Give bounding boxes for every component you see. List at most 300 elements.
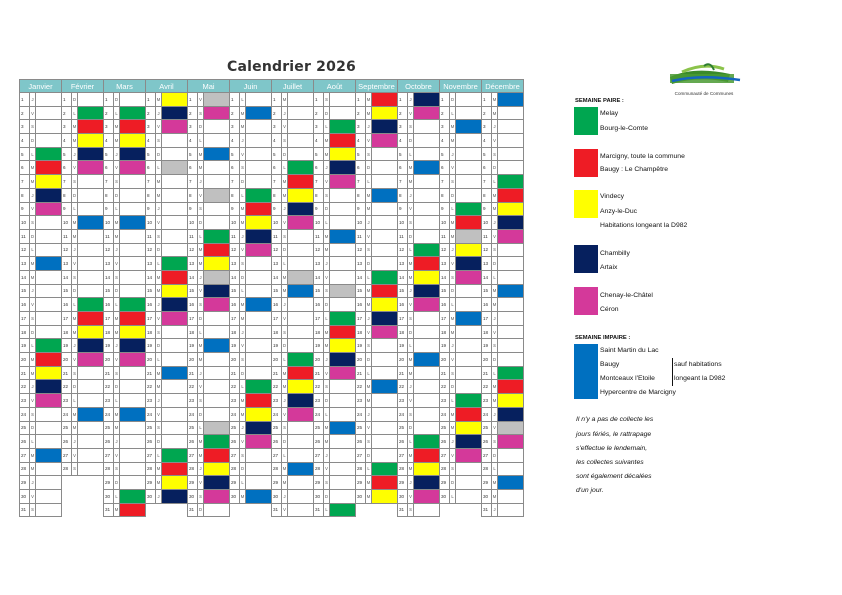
weekday-letter: M xyxy=(198,243,204,257)
weekday-letter: M xyxy=(408,161,414,175)
collection-cell xyxy=(330,435,356,449)
day-number: 27 xyxy=(62,448,72,462)
weekday-letter: S xyxy=(198,106,204,120)
day-row xyxy=(20,188,524,202)
weekday-letter: V xyxy=(366,325,372,339)
collection-cell xyxy=(162,243,188,257)
day-number: 17 xyxy=(146,312,156,326)
weekday-letter: V xyxy=(156,120,162,134)
weekday-letter: V xyxy=(492,229,498,243)
day-number: 27 xyxy=(104,448,114,462)
legend-magenta-1: Chenay-le-Châtel xyxy=(600,292,653,299)
collection-cell xyxy=(330,366,356,380)
collection-cell xyxy=(78,175,104,189)
day-number: 30 xyxy=(440,489,450,503)
weekday-letter: L xyxy=(114,489,120,503)
day-number: 19 xyxy=(440,339,450,353)
weekday-letter: V xyxy=(282,216,288,230)
day-number: 18 xyxy=(482,325,492,339)
collection-cell xyxy=(414,448,440,462)
weekday-letter: M xyxy=(282,284,288,298)
collection-cell xyxy=(414,188,440,202)
day-number: 21 xyxy=(482,366,492,380)
weekday-letter: M xyxy=(282,93,288,107)
weekday-letter: D xyxy=(492,257,498,271)
day-number: 2 xyxy=(20,106,30,120)
collection-cell xyxy=(204,202,230,216)
day-number: 26 xyxy=(62,435,72,449)
collection-cell xyxy=(414,489,440,503)
collection-cell xyxy=(498,380,524,394)
weekday-letter: V xyxy=(156,216,162,230)
weekday-letter: J xyxy=(282,106,288,120)
weekday-letter: M xyxy=(450,407,456,421)
weekday-letter: M xyxy=(450,325,456,339)
day-number: 19 xyxy=(146,339,156,353)
collection-cell xyxy=(498,312,524,326)
weekday-letter: V xyxy=(282,503,288,517)
weekday-letter: V xyxy=(240,339,246,353)
legend-navy-2: Artaix xyxy=(600,264,618,271)
weekday-letter: D xyxy=(366,161,372,175)
day-row xyxy=(20,462,524,476)
day-number: 21 xyxy=(314,366,324,380)
day-number: 28 xyxy=(356,462,366,476)
day-number: 10 xyxy=(20,216,30,230)
day-number: 15 xyxy=(356,284,366,298)
day-number: 19 xyxy=(356,339,366,353)
collection-cell xyxy=(120,202,146,216)
collection-cell xyxy=(498,325,524,339)
weekday-letter: J xyxy=(324,161,330,175)
weekday-letter: S xyxy=(492,339,498,353)
day-number: 24 xyxy=(314,407,324,421)
weekday-letter: J xyxy=(72,147,78,161)
legend-red-1: Marcigny, toute la commune xyxy=(600,153,685,160)
weekday-letter: L xyxy=(198,134,204,148)
collection-cell xyxy=(498,421,524,435)
collection-cell xyxy=(204,489,230,503)
weekday-letter: M xyxy=(156,380,162,394)
day-number: 15 xyxy=(230,284,240,298)
day-number: 24 xyxy=(356,407,366,421)
weekday-letter: J xyxy=(492,216,498,230)
collection-cell xyxy=(246,202,272,216)
day-number: 7 xyxy=(314,175,324,189)
day-number: 8 xyxy=(146,188,156,202)
day-number: 12 xyxy=(314,243,324,257)
logo-caption: Communauté de Communes xyxy=(674,91,734,96)
collection-cell xyxy=(498,202,524,216)
collection-cell xyxy=(78,243,104,257)
weekday-letter: V xyxy=(114,161,120,175)
weekday-letter: M xyxy=(240,394,246,408)
weekday-letter: D xyxy=(30,325,36,339)
day-number: 20 xyxy=(482,353,492,367)
collection-cell xyxy=(288,421,314,435)
day-number: 21 xyxy=(62,366,72,380)
day-number: 18 xyxy=(62,325,72,339)
collection-cell xyxy=(330,462,356,476)
weekday-letter: L xyxy=(450,489,456,503)
collection-cell xyxy=(456,284,482,298)
month-header-1: Janvier xyxy=(20,80,62,93)
day-row xyxy=(20,229,524,243)
collection-cell xyxy=(162,462,188,476)
weekday-letter: M xyxy=(282,380,288,394)
collection-cell xyxy=(372,147,398,161)
collection-cell xyxy=(498,462,524,476)
day-number: 13 xyxy=(230,257,240,271)
collection-cell xyxy=(372,366,398,380)
day-number: 9 xyxy=(314,202,324,216)
weekday-letter: S xyxy=(324,188,330,202)
weekday-letter: D xyxy=(198,503,204,517)
collection-cell xyxy=(288,489,314,503)
collection-cell xyxy=(78,353,104,367)
collection-cell xyxy=(246,366,272,380)
collection-cell xyxy=(288,161,314,175)
weekday-letter: M xyxy=(282,188,288,202)
weekday-letter: V xyxy=(198,188,204,202)
day-number: 26 xyxy=(230,435,240,449)
day-number: 4 xyxy=(440,134,450,148)
note-line-6: d'un jour. xyxy=(576,487,604,494)
legend-blue-side-2: longeant la D982 xyxy=(674,375,726,382)
weekday-letter: M xyxy=(492,284,498,298)
day-number: 11 xyxy=(440,229,450,243)
note-line-1: Il n'y a pas de collecte les xyxy=(576,416,654,423)
day-number: 15 xyxy=(482,284,492,298)
collection-cell xyxy=(330,229,356,243)
collection-cell xyxy=(78,93,104,107)
collection-cell xyxy=(288,298,314,312)
day-number: 12 xyxy=(272,243,282,257)
weekday-letter: M xyxy=(408,270,414,284)
collection-cell xyxy=(372,106,398,120)
weekday-letter: S xyxy=(450,462,456,476)
weekday-letter: V xyxy=(156,312,162,326)
collection-cell xyxy=(372,489,398,503)
day-number: 15 xyxy=(20,284,30,298)
collection-cell xyxy=(36,421,62,435)
collection-cell xyxy=(288,435,314,449)
day-number: 10 xyxy=(440,216,450,230)
day-number: 22 xyxy=(272,380,282,394)
collection-cell xyxy=(456,161,482,175)
day-number: 21 xyxy=(230,366,240,380)
day-number: 10 xyxy=(62,216,72,230)
collection-cell xyxy=(330,188,356,202)
day-number: 27 xyxy=(440,448,450,462)
weekday-letter: M xyxy=(366,93,372,107)
day-number: 7 xyxy=(104,175,114,189)
collection-cell xyxy=(120,353,146,367)
weekday-letter: D xyxy=(114,188,120,202)
day-number: 9 xyxy=(482,202,492,216)
day-number: 25 xyxy=(482,421,492,435)
day-number: 26 xyxy=(188,435,198,449)
weekday-letter: V xyxy=(408,298,414,312)
collection-cell xyxy=(372,216,398,230)
weekday-letter: L xyxy=(324,216,330,230)
weekday-letter: V xyxy=(450,353,456,367)
weekday-letter: M xyxy=(114,216,120,230)
weekday-letter: L xyxy=(198,229,204,243)
collection-cell xyxy=(330,284,356,298)
collection-cell xyxy=(120,435,146,449)
collection-cell xyxy=(246,312,272,326)
collection-cell xyxy=(162,134,188,148)
weekday-letter: V xyxy=(492,325,498,339)
day-number: 2 xyxy=(230,106,240,120)
collection-cell xyxy=(414,298,440,312)
weekday-letter: L xyxy=(198,421,204,435)
weekday-letter: S xyxy=(408,503,414,517)
collection-cell xyxy=(414,270,440,284)
weekday-letter: S xyxy=(114,175,120,189)
weekday-letter: D xyxy=(240,175,246,189)
collection-cell xyxy=(36,339,62,353)
weekday-letter: L xyxy=(450,106,456,120)
collection-cell xyxy=(246,421,272,435)
weekday-letter: M xyxy=(366,202,372,216)
day-number: 21 xyxy=(356,366,366,380)
collection-cell xyxy=(456,298,482,312)
collection-cell xyxy=(162,216,188,230)
collection-cell xyxy=(330,421,356,435)
collection-cell xyxy=(498,106,524,120)
weekday-letter: D xyxy=(282,339,288,353)
collection-cell xyxy=(36,503,62,517)
day-number: 8 xyxy=(440,188,450,202)
collection-cell xyxy=(330,407,356,421)
day-row xyxy=(20,93,524,107)
weekday-letter: J xyxy=(198,270,204,284)
collection-cell xyxy=(330,216,356,230)
day-row xyxy=(20,421,524,435)
swatch-red xyxy=(574,149,598,177)
day-number: 10 xyxy=(356,216,366,230)
weekday-letter: J xyxy=(366,407,372,421)
collection-cell xyxy=(372,353,398,367)
weekday-letter: M xyxy=(30,175,36,189)
day-number: 27 xyxy=(398,448,408,462)
weekday-letter: V xyxy=(408,394,414,408)
weekday-letter: D xyxy=(450,188,456,202)
collection-cell xyxy=(36,216,62,230)
day-number: 26 xyxy=(314,435,324,449)
day-number: 2 xyxy=(188,106,198,120)
collection-cell xyxy=(330,339,356,353)
day-number: 22 xyxy=(440,380,450,394)
weekday-letter: M xyxy=(324,229,330,243)
collection-cell xyxy=(288,353,314,367)
day-number: 15 xyxy=(398,284,408,298)
day-row xyxy=(20,106,524,120)
day-number: 21 xyxy=(398,366,408,380)
weekday-letter: M xyxy=(492,476,498,490)
day-number: 26 xyxy=(440,435,450,449)
weekday-letter: J xyxy=(114,147,120,161)
weekday-letter: M xyxy=(492,380,498,394)
weekday-letter: D xyxy=(408,421,414,435)
day-number: 20 xyxy=(356,353,366,367)
collection-cell xyxy=(162,421,188,435)
weekday-letter: S xyxy=(450,270,456,284)
day-number: 7 xyxy=(146,175,156,189)
weekday-letter: J xyxy=(114,243,120,257)
day-number: 17 xyxy=(230,312,240,326)
collection-cell xyxy=(288,120,314,134)
weekday-letter: M xyxy=(282,175,288,189)
collection-cell xyxy=(162,188,188,202)
collection-cell xyxy=(162,476,188,490)
collection-cell xyxy=(414,216,440,230)
weekday-letter: J xyxy=(492,312,498,326)
collection-cell xyxy=(414,243,440,257)
day-number: 6 xyxy=(104,161,114,175)
weekday-letter: S xyxy=(156,325,162,339)
day-number: 18 xyxy=(440,325,450,339)
day-number: 13 xyxy=(188,257,198,271)
collection-cell xyxy=(456,93,482,107)
weekday-letter: V xyxy=(240,147,246,161)
swatch-magenta xyxy=(574,287,598,315)
weekday-letter: L xyxy=(282,161,288,175)
day-row xyxy=(20,489,524,503)
day-number: 14 xyxy=(356,270,366,284)
collection-cell xyxy=(246,175,272,189)
day-number: 9 xyxy=(188,202,198,216)
collection-cell xyxy=(120,93,146,107)
collection-cell xyxy=(372,476,398,490)
weekday-letter: J xyxy=(30,93,36,107)
day-number: 8 xyxy=(104,188,114,202)
day-number: 14 xyxy=(188,270,198,284)
collection-cell xyxy=(204,93,230,107)
day-row xyxy=(20,298,524,312)
collection-cell xyxy=(372,243,398,257)
collection-cell xyxy=(414,421,440,435)
day-number: 15 xyxy=(104,284,114,298)
weekday-letter: V xyxy=(72,257,78,271)
day-number: 24 xyxy=(482,407,492,421)
weekday-letter: S xyxy=(30,120,36,134)
weekday-letter: J xyxy=(156,298,162,312)
day-number: 3 xyxy=(272,120,282,134)
collection-cell xyxy=(498,175,524,189)
collection-cell xyxy=(498,134,524,148)
day-number: 25 xyxy=(188,421,198,435)
collection-cell xyxy=(372,448,398,462)
weekday-letter: M xyxy=(324,325,330,339)
weekday-letter: J xyxy=(72,339,78,353)
empty-cell xyxy=(62,476,72,490)
collection-cell xyxy=(288,229,314,243)
weekday-letter: L xyxy=(240,476,246,490)
day-number: 13 xyxy=(62,257,72,271)
day-number: 3 xyxy=(20,120,30,134)
day-number: 16 xyxy=(146,298,156,312)
collection-cell xyxy=(120,134,146,148)
weekday-letter: S xyxy=(408,312,414,326)
collection-cell xyxy=(246,462,272,476)
weekday-letter: S xyxy=(156,229,162,243)
collection-cell xyxy=(498,503,524,517)
weekday-letter: L xyxy=(240,380,246,394)
day-number: 23 xyxy=(104,394,114,408)
day-number: 7 xyxy=(230,175,240,189)
weekday-letter: V xyxy=(114,353,120,367)
weekday-letter: M xyxy=(366,298,372,312)
day-number: 13 xyxy=(356,257,366,271)
collection-cell xyxy=(498,284,524,298)
day-number: 20 xyxy=(188,353,198,367)
weekday-letter: L xyxy=(408,147,414,161)
weekday-letter: J xyxy=(408,284,414,298)
collection-cell xyxy=(162,353,188,367)
collection-cell xyxy=(204,284,230,298)
weekday-letter: M xyxy=(282,366,288,380)
day-number: 16 xyxy=(20,298,30,312)
day-number: 15 xyxy=(440,284,450,298)
day-number: 1 xyxy=(104,93,114,107)
weekday-letter: J xyxy=(156,202,162,216)
day-number: 28 xyxy=(62,462,72,476)
collection-cell xyxy=(246,93,272,107)
day-number: 23 xyxy=(188,394,198,408)
weekday-letter: V xyxy=(72,161,78,175)
weekday-letter: D xyxy=(450,93,456,107)
collection-cell xyxy=(456,448,482,462)
community-logo xyxy=(664,62,744,98)
weekday-letter: M xyxy=(156,366,162,380)
day-number: 22 xyxy=(356,380,366,394)
weekday-letter: S xyxy=(114,462,120,476)
collection-cell xyxy=(498,448,524,462)
calendar-grid xyxy=(19,79,524,517)
weekday-letter: V xyxy=(282,407,288,421)
weekday-letter: S xyxy=(492,435,498,449)
day-number: 4 xyxy=(230,134,240,148)
collection-cell xyxy=(36,489,62,503)
collection-cell xyxy=(288,476,314,490)
weekday-letter: J xyxy=(198,175,204,189)
day-number: 5 xyxy=(356,147,366,161)
weekday-letter: D xyxy=(114,476,120,490)
weekday-letter: M xyxy=(198,161,204,175)
note-line-4: les collectes suivantes xyxy=(576,459,644,466)
month-header-row xyxy=(20,80,524,93)
day-number: 21 xyxy=(272,366,282,380)
collection-cell xyxy=(162,407,188,421)
collection-cell xyxy=(36,298,62,312)
weekday-letter: M xyxy=(492,93,498,107)
weekday-letter: S xyxy=(282,229,288,243)
day-number: 26 xyxy=(104,435,114,449)
day-number: 12 xyxy=(440,243,450,257)
day-number: 31 xyxy=(104,503,114,517)
collection-cell xyxy=(162,284,188,298)
collection-cell xyxy=(456,325,482,339)
day-number: 30 xyxy=(314,489,324,503)
collection-cell xyxy=(162,202,188,216)
weekday-letter: M xyxy=(492,106,498,120)
legend-yellow-1: Vindecy xyxy=(600,193,625,200)
weekday-letter: L xyxy=(114,298,120,312)
collection-cell xyxy=(162,161,188,175)
